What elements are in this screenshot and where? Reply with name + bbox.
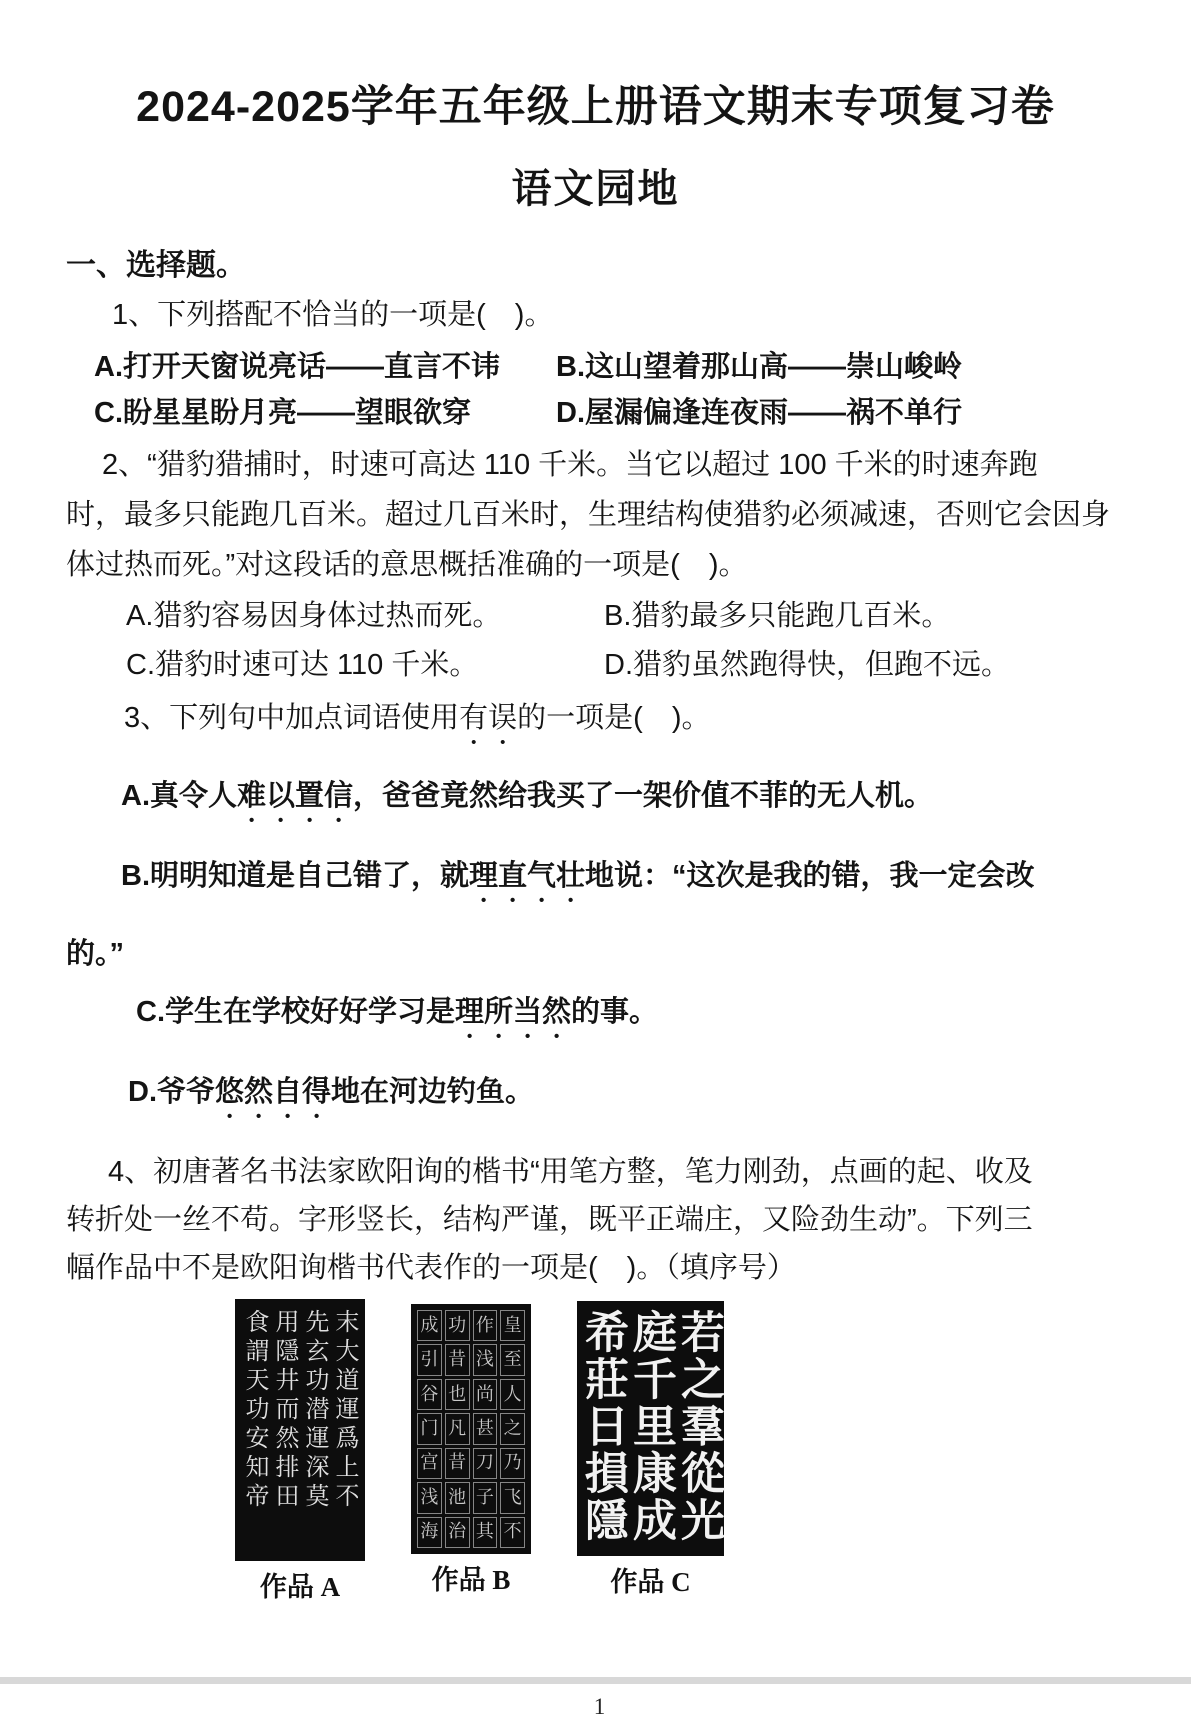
question-1-options-row-2 xyxy=(66,399,1133,428)
q3-a-tail: ，爸爸竟然给我买了一架价值不菲的无人机。 xyxy=(353,780,934,812)
q1-option-c: C.盼星星盼月亮——望眼欲穿 xyxy=(94,397,472,429)
q3-d-emphasized: 悠然自得 xyxy=(215,1076,332,1108)
work-a-column-3: 用隱井而然排田 xyxy=(271,1309,299,1512)
work-c-column-1: 若之羣從光 xyxy=(673,1309,724,1544)
q3-option-b xyxy=(66,860,1133,909)
calligraphy-char-cell: 刀 xyxy=(473,1448,498,1479)
q3-stem-tail: 的一项是( )。 xyxy=(517,702,711,734)
calligraphy-char-cell: 功 xyxy=(445,1310,470,1341)
calligraphy-char-cell: 飞 xyxy=(500,1482,525,1513)
work-c-column-3: 希莊日損隱 xyxy=(577,1309,628,1544)
q2-option-b: B.猎豹最多只能跑几百米。 xyxy=(604,600,951,632)
question-3-stem xyxy=(66,702,1133,751)
scan-edge-strip xyxy=(0,1677,1191,1684)
calligraphy-char-cell: 成 xyxy=(417,1310,442,1341)
question-1-stem: 1、下列搭配不恰当的一项是( )。 xyxy=(112,299,554,331)
question-2-options-row-2 xyxy=(66,651,1133,680)
question-4-line-3: 幅作品中不是欧阳询楷书代表作的一项是( )。（填序号） xyxy=(66,1252,796,1284)
calligraphy-rubbing-image-a xyxy=(235,1299,365,1561)
section-heading: 一、选择题。 xyxy=(66,249,246,282)
page-title: 2024-2025学年五年级上册语文期末专项复习卷 xyxy=(136,83,1055,131)
work-c-column-2: 庭千里康成 xyxy=(625,1309,676,1544)
calligraphy-char-cell: 凡 xyxy=(445,1413,470,1444)
q2-option-c: C.猎豹时速可达 110 千米。 xyxy=(126,649,479,681)
calligraphy-work-a xyxy=(235,1299,365,1601)
q3-option-d xyxy=(66,1076,1133,1125)
calligraphy-char-cell: 之 xyxy=(500,1413,525,1444)
calligraphy-char-cell: 治 xyxy=(445,1517,470,1548)
q3-b-emphasized: 理直气壮 xyxy=(469,860,586,892)
question-2-options-row-1 xyxy=(66,602,1133,631)
work-c-label: 作品 C xyxy=(610,1567,691,1597)
q3-option-b-continuation: 的。” xyxy=(66,938,125,970)
q2-option-a: A.猎豹容易因身体过热而死。 xyxy=(126,600,502,632)
page-number: 1 xyxy=(593,1694,606,1719)
work-a-column-2: 先玄功潜運深莫 xyxy=(301,1309,329,1512)
question-1-options-row-1 xyxy=(66,353,1133,382)
q3-a-text: A.真令人 xyxy=(121,780,238,812)
q1-option-d: D.屋漏偏逢连夜雨——祸不单行 xyxy=(556,397,963,429)
work-b-label: 作品 B xyxy=(431,1565,511,1595)
calligraphy-char-cell: 宫 xyxy=(417,1448,442,1479)
q3-a-emphasized: 难以置信 xyxy=(237,780,354,812)
work-a-label: 作品 A xyxy=(259,1572,341,1602)
q3-b-tail: 地说：“这次是我的错，我一定会改 xyxy=(585,860,1035,892)
calligraphy-char-cell: 其 xyxy=(473,1517,498,1548)
q2-option-d: D.猎豹虽然跑得快，但跑不远。 xyxy=(604,649,1011,681)
q3-option-a xyxy=(66,780,1133,829)
calligraphy-char-cell: 人 xyxy=(500,1379,525,1410)
calligraphy-char-cell: 作 xyxy=(473,1310,498,1341)
calligraphy-char-cell: 子 xyxy=(473,1482,498,1513)
calligraphy-char-cell: 不 xyxy=(500,1517,525,1548)
q3-c-text: C.学生在学校好好学习是 xyxy=(136,996,456,1028)
work-a-column-1: 末大道運爲上不 xyxy=(331,1309,359,1512)
calligraphy-works-row xyxy=(235,1299,1133,1601)
calligraphy-char-cell: 门 xyxy=(417,1413,442,1444)
question-2-line-2: 时，最多只能跑几百米。超过几百米时，生理结构使猎豹必须减速，否则它会因身 xyxy=(66,499,1111,531)
calligraphy-rubbing-image-b xyxy=(411,1304,531,1554)
calligraphy-char-cell: 引 xyxy=(417,1344,442,1375)
q3-d-text: D.爷爷 xyxy=(128,1076,216,1108)
calligraphy-char-cell: 谷 xyxy=(417,1379,442,1410)
q3-stem-text: 3、下列句中加点词语使用 xyxy=(124,702,460,734)
q3-option-c xyxy=(66,996,1133,1045)
calligraphy-char-cell: 乃 xyxy=(500,1448,525,1479)
calligraphy-work-b xyxy=(411,1304,531,1594)
calligraphy-char-cell: 昔 xyxy=(445,1448,470,1479)
calligraphy-char-cell: 池 xyxy=(445,1482,470,1513)
q3-c-emphasized: 理所当然 xyxy=(455,996,572,1028)
q1-option-b: B.这山望着那山高——崇山峻岭 xyxy=(556,351,963,383)
calligraphy-work-c xyxy=(577,1301,724,1596)
calligraphy-rubbing-image-c xyxy=(577,1301,724,1556)
work-a-column-4: 食謂天功安知帝 xyxy=(241,1309,269,1512)
question-4-line-2: 转折处一丝不苟。字形竖长，结构严谨，既平正端庄，又险劲生动”。下列三 xyxy=(66,1204,1033,1236)
q3-b-text: B.明明知道是自己错了，就 xyxy=(121,860,470,892)
exam-content xyxy=(0,251,1191,1718)
calligraphy-char-cell: 浅 xyxy=(417,1482,442,1513)
question-2-line-1: 2、“猎豹猎捕时，时速可高达 110 千米。当它以超过 100 千米的时速奔跑 xyxy=(102,449,1038,481)
calligraphy-char-cell: 至 xyxy=(500,1344,525,1375)
calligraphy-char-cell: 浅 xyxy=(473,1344,498,1375)
calligraphy-char-cell: 昔 xyxy=(445,1344,470,1375)
q3-stem-emphasized: 有误 xyxy=(459,702,518,734)
q1-option-a: A.打开天窗说亮话——直言不讳 xyxy=(94,351,501,383)
q3-c-tail: 的事。 xyxy=(571,996,659,1028)
calligraphy-char-cell: 也 xyxy=(445,1379,470,1410)
calligraphy-char-cell: 甚 xyxy=(473,1413,498,1444)
calligraphy-char-cell: 皇 xyxy=(500,1310,525,1341)
q3-d-tail: 地在河边钓鱼。 xyxy=(331,1076,535,1108)
calligraphy-char-cell: 尚 xyxy=(473,1379,498,1410)
question-2-line-3: 体过热而死。”对这段话的意思概括准确的一项是( )。 xyxy=(66,549,748,581)
calligraphy-char-cell: 海 xyxy=(417,1517,442,1548)
page-subtitle: 语文园地 xyxy=(511,167,680,211)
question-4-line-1: 4、初唐著名书法家欧阳询的楷书“用笔方整，笔力刚劲，点画的起、收及 xyxy=(108,1156,1033,1188)
